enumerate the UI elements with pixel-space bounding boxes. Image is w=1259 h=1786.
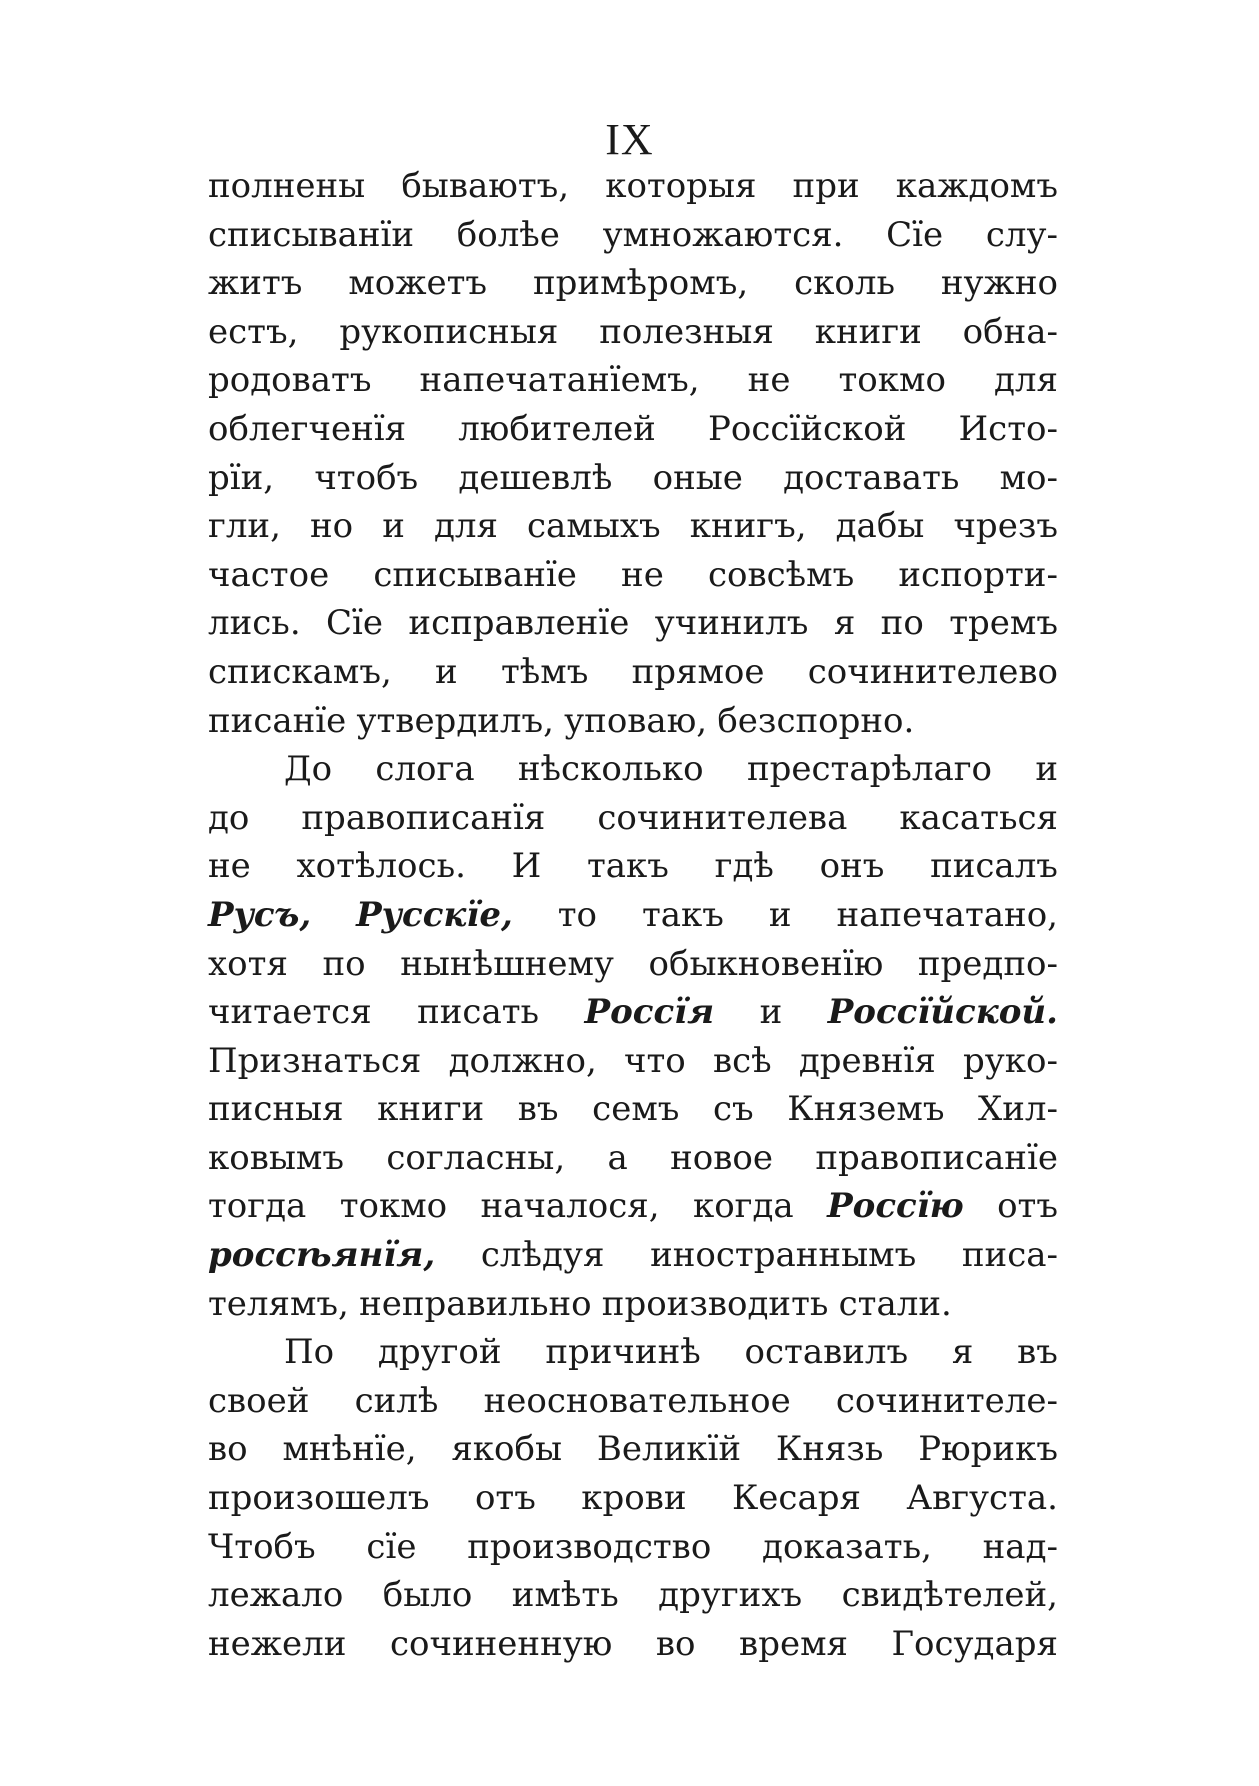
text-line <box>208 405 1058 454</box>
word: слѣдуя <box>480 1235 605 1276</box>
word: умножаются. <box>602 214 844 255</box>
word: нѣсколько <box>517 749 704 790</box>
italic-word: россѣянїя, <box>208 1235 436 1276</box>
word: житъ <box>208 263 303 304</box>
word: свидѣтелей, <box>841 1575 1058 1616</box>
word: нежели <box>208 1623 347 1664</box>
word: полезныя <box>599 311 774 352</box>
word: хотѣлось. <box>296 846 466 887</box>
word: читается <box>208 992 372 1033</box>
word: До <box>284 749 333 790</box>
word: крови <box>581 1478 687 1519</box>
italic-word: Россїя <box>584 992 715 1033</box>
word: писныя <box>208 1089 344 1130</box>
word: ковымъ <box>208 1137 344 1178</box>
word: над- <box>982 1526 1058 1567</box>
word: правописанїя <box>301 797 546 838</box>
word: по <box>322 943 366 984</box>
word: Хил- <box>978 1089 1058 1130</box>
word: любителей <box>458 408 656 449</box>
text-line <box>208 1571 1058 1620</box>
italic-word: Русскїе, <box>356 894 513 935</box>
text-line <box>208 1425 1058 1474</box>
word: писать <box>417 992 540 1033</box>
word: и <box>1035 749 1058 790</box>
text-line <box>208 745 1058 794</box>
word: Признаться <box>208 1040 422 1081</box>
word: тѣмъ <box>500 651 589 692</box>
word: утвердилъ, <box>356 700 554 741</box>
word: хотя <box>208 943 288 984</box>
word: началося, <box>480 1186 660 1227</box>
word: Россїйской <box>708 408 907 449</box>
word: онъ <box>819 846 885 887</box>
word: а <box>607 1137 628 1178</box>
italic-word: Россїю <box>827 1186 964 1227</box>
text-line <box>208 697 1058 746</box>
word: совсѣмъ <box>707 554 855 595</box>
word: тогда <box>208 1186 307 1227</box>
word: Августа. <box>906 1478 1058 1519</box>
word: въ <box>1017 1332 1058 1373</box>
word: каждомъ <box>895 166 1058 206</box>
word: что <box>624 1040 686 1081</box>
word: но <box>309 506 354 547</box>
word: токмо <box>339 1186 448 1227</box>
text-line <box>208 211 1058 260</box>
word: сколь <box>794 263 895 304</box>
word: неправильно <box>359 1283 592 1324</box>
word: стали. <box>838 1283 952 1324</box>
word: чрезъ <box>953 506 1058 547</box>
word: рукописныя <box>339 311 559 352</box>
word: гдѣ <box>714 846 774 887</box>
word: предпо- <box>917 943 1058 984</box>
text-line <box>208 551 1058 600</box>
word: И <box>511 846 542 887</box>
word: писалъ <box>930 846 1058 887</box>
text-line <box>208 162 1058 211</box>
text-line <box>208 502 1058 551</box>
text-line <box>208 1620 1058 1669</box>
word: причинѣ <box>545 1332 701 1373</box>
word: такъ <box>586 846 669 887</box>
word: своей <box>208 1380 310 1421</box>
word: По <box>284 1332 335 1373</box>
italic-word: Русъ, <box>208 894 312 935</box>
word: лись. <box>208 603 301 644</box>
word: прямое <box>631 651 765 692</box>
word: доказать, <box>762 1526 932 1567</box>
word: въ <box>517 1089 559 1130</box>
word: оные <box>652 457 743 498</box>
word: естъ, <box>208 311 299 352</box>
word: было <box>382 1575 473 1616</box>
word: семъ <box>592 1089 680 1130</box>
word: и <box>382 506 405 547</box>
word: престарѣлаго <box>746 749 993 790</box>
word: неосновательное <box>483 1380 791 1421</box>
word: Государя <box>891 1623 1058 1664</box>
text-line <box>208 1328 1058 1377</box>
word: другихъ <box>658 1575 803 1616</box>
word: токмо <box>838 360 946 401</box>
word: правописанїе <box>815 1137 1058 1178</box>
word: сочинителева <box>597 797 848 838</box>
word: Рюрикъ <box>918 1429 1058 1470</box>
text-line <box>208 794 1058 843</box>
word: не <box>621 554 664 595</box>
word: частое <box>208 554 330 595</box>
word: чтобъ <box>314 457 419 498</box>
word: другой <box>377 1332 502 1373</box>
word: до <box>208 797 250 838</box>
word: произошелъ <box>208 1478 430 1519</box>
word: Кесаря <box>731 1478 861 1519</box>
word: учинилъ <box>654 603 809 644</box>
word: сїе <box>366 1526 417 1567</box>
word: которыя <box>605 166 757 206</box>
text-line <box>208 988 1058 1037</box>
word: слога <box>375 749 475 790</box>
text-line <box>208 1182 1058 1231</box>
word: испорти- <box>898 554 1058 595</box>
word: Великїй <box>596 1429 742 1470</box>
word: во <box>655 1623 696 1664</box>
text-line <box>208 259 1058 308</box>
text-line <box>208 356 1058 405</box>
word: Князь <box>775 1429 884 1470</box>
word: якобы <box>451 1429 563 1470</box>
word: облегченїя <box>208 408 407 449</box>
word: уповаю, <box>564 700 708 741</box>
word: доставать <box>783 457 960 498</box>
word: оставилъ <box>744 1332 909 1373</box>
word: писанїе <box>208 700 347 741</box>
word: книгъ, <box>689 506 807 547</box>
word: иностраннымъ <box>650 1235 917 1276</box>
word: можетъ <box>348 263 488 304</box>
word: касаться <box>899 797 1058 838</box>
text-line <box>208 599 1058 648</box>
word: я <box>833 603 856 644</box>
word: напечатанїемъ, <box>419 360 700 401</box>
word: согласны, <box>386 1137 566 1178</box>
word: дешевлѣ <box>458 457 613 498</box>
word: такъ <box>641 894 724 935</box>
italic-word: Россїйской. <box>827 992 1058 1033</box>
word: примѣромъ, <box>533 263 749 304</box>
text-line <box>208 1523 1058 1572</box>
word: съ <box>713 1089 754 1130</box>
word: книги <box>814 311 922 352</box>
word: исправленїе <box>408 603 630 644</box>
page-number: IX <box>605 115 654 164</box>
word: болѣе <box>456 214 560 255</box>
word: нынѣшнему <box>400 943 614 984</box>
word: время <box>739 1623 848 1664</box>
word: руко- <box>963 1040 1058 1081</box>
text-line <box>208 1231 1058 1280</box>
word: сочинителево <box>807 651 1058 692</box>
word: и <box>768 894 792 935</box>
word: Сїе <box>326 603 384 644</box>
word: отъ <box>474 1478 536 1519</box>
word: слу- <box>985 214 1058 255</box>
word: древнїя <box>798 1040 936 1081</box>
text-line <box>208 842 1058 891</box>
text-line <box>208 454 1058 503</box>
word: производить <box>601 1283 829 1324</box>
text-line <box>208 1474 1058 1523</box>
word: имѣть <box>511 1575 619 1616</box>
word: всѣ <box>712 1040 772 1081</box>
word: гли, <box>208 506 281 547</box>
word: Исто- <box>958 408 1058 449</box>
body-text <box>208 162 1058 1668</box>
text-line <box>208 1085 1058 1134</box>
word: я <box>951 1332 974 1373</box>
word: мо- <box>999 457 1058 498</box>
word: мнѣнїе, <box>282 1429 417 1470</box>
text-line <box>208 1037 1058 1086</box>
word: безспорно. <box>717 700 915 741</box>
word: бываютъ, <box>401 166 570 206</box>
word: Сїе <box>886 214 944 255</box>
word: то <box>557 894 598 935</box>
word: должно, <box>448 1040 597 1081</box>
word: писа- <box>961 1235 1058 1276</box>
text-line <box>208 1134 1058 1183</box>
word: обыкновенїю <box>648 943 884 984</box>
word: и <box>759 992 783 1033</box>
text-line <box>208 648 1058 697</box>
word: тремъ <box>949 603 1058 644</box>
word: когда <box>692 1186 794 1227</box>
word: и <box>435 651 458 692</box>
text-line <box>208 1377 1058 1426</box>
word: списыванїи <box>208 214 415 255</box>
text-line <box>208 940 1058 989</box>
word: новое <box>670 1137 773 1178</box>
word: для <box>993 360 1058 401</box>
word: силѣ <box>354 1380 439 1421</box>
word: напечатано, <box>836 894 1058 935</box>
word: списыванїе <box>373 554 577 595</box>
word: нужно <box>940 263 1058 304</box>
word: Чтобъ <box>208 1526 316 1567</box>
word: телямъ, <box>208 1283 349 1324</box>
word: Княземъ <box>787 1089 945 1130</box>
word: полнены <box>208 166 366 206</box>
word: спискамъ, <box>208 651 392 692</box>
word: отъ <box>997 1186 1058 1227</box>
word: не <box>208 846 251 887</box>
word: родоватъ <box>208 360 372 401</box>
text-line <box>208 891 1058 940</box>
word: при <box>792 166 860 206</box>
word: сочинителе- <box>835 1380 1058 1421</box>
text-line <box>208 308 1058 357</box>
word: книги <box>377 1089 485 1130</box>
word: самыхъ <box>527 506 661 547</box>
word: производство <box>467 1526 712 1567</box>
word: рїи, <box>208 457 275 498</box>
word: по <box>880 603 924 644</box>
word: сочиненную <box>389 1623 613 1664</box>
word: не <box>747 360 791 401</box>
word: дабы <box>835 506 925 547</box>
text-line <box>208 1280 1058 1329</box>
word: обна- <box>962 311 1058 352</box>
word: лежало <box>208 1575 344 1616</box>
word: во <box>208 1429 248 1470</box>
word: для <box>433 506 498 547</box>
